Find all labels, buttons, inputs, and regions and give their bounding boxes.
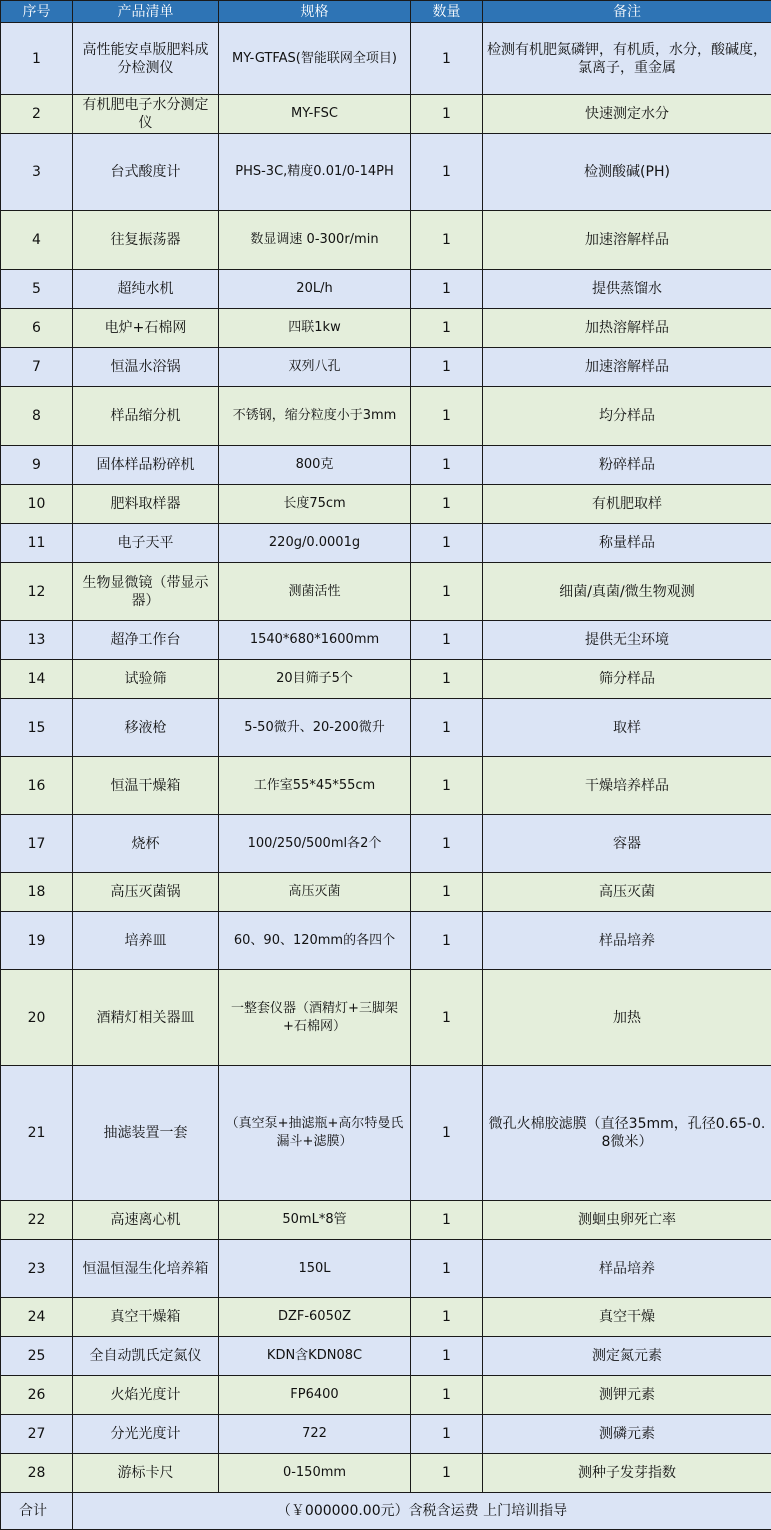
cell-note: 干燥培养样品 [483,757,771,815]
cell-note: 检测酸碱(PH) [483,134,771,211]
cell-note: 筛分样品 [483,660,771,699]
cell-product: 往复振荡器 [73,211,219,270]
cell-seq: 23 [1,1240,73,1298]
table-row [1,309,771,348]
cell-spec: 800克 [219,446,411,485]
table-row [1,1298,771,1337]
cell-note: 提供蒸馏水 [483,270,771,309]
cell-qty: 1 [411,1298,483,1337]
header-qty: 数量 [411,1,483,23]
cell-note: 加热溶解样品 [483,309,771,348]
cell-product: 有机肥电子水分测定仪 [73,95,219,134]
cell-spec: 220g/0.0001g [219,524,411,563]
cell-spec: 60、90、120mm的各四个 [219,912,411,970]
cell-seq: 20 [1,970,73,1066]
cell-product: 培养皿 [73,912,219,970]
table-row [1,211,771,270]
table-row [1,970,771,1066]
table-row [1,95,771,134]
cell-qty: 1 [411,912,483,970]
cell-spec: MY-FSC [219,95,411,134]
cell-spec: 100/250/500ml各2个 [219,815,411,873]
table-row [1,660,771,699]
cell-seq: 8 [1,387,73,446]
cell-product: 生物显微镜（带显示器） [73,563,219,621]
cell-product: 高压灭菌锅 [73,873,219,912]
cell-qty: 1 [411,309,483,348]
table-row [1,912,771,970]
cell-seq: 11 [1,524,73,563]
cell-qty: 1 [411,757,483,815]
table-row [1,699,771,757]
cell-seq: 17 [1,815,73,873]
cell-spec: 1540*680*1600mm [219,621,411,660]
table-row [1,270,771,309]
cell-spec: 50mL*8管 [219,1201,411,1240]
cell-product: 台式酸度计 [73,134,219,211]
cell-seq: 7 [1,348,73,387]
cell-note: 均分样品 [483,387,771,446]
cell-spec: 高压灭菌 [219,873,411,912]
cell-seq: 3 [1,134,73,211]
table-row [1,446,771,485]
cell-note: 粉碎样品 [483,446,771,485]
cell-qty: 1 [411,524,483,563]
cell-spec: 数显调速 0-300r/min [219,211,411,270]
cell-product: 移液枪 [73,699,219,757]
cell-spec: 722 [219,1415,411,1454]
cell-seq: 9 [1,446,73,485]
table-row [1,1454,771,1493]
header-row [1,1,771,23]
total-text: （￥000000.00元）含税含运费 上门培训指导 [73,1493,771,1530]
cell-note: 容器 [483,815,771,873]
cell-seq: 10 [1,485,73,524]
cell-spec: （真空泵+抽滤瓶+高尔特曼氏漏斗+滤膜） [219,1066,411,1201]
cell-qty: 1 [411,1240,483,1298]
cell-qty: 1 [411,1376,483,1415]
cell-note: 取样 [483,699,771,757]
cell-seq: 5 [1,270,73,309]
cell-note: 检测有机肥氮磷钾，有机质，水分，酸碱度，氯离子，重金属 [483,23,771,95]
cell-product: 固体样品粉碎机 [73,446,219,485]
cell-note: 高压灭菌 [483,873,771,912]
cell-seq: 26 [1,1376,73,1415]
cell-note: 测定氮元素 [483,1337,771,1376]
cell-seq: 12 [1,563,73,621]
cell-qty: 1 [411,387,483,446]
header-seq: 序号 [1,1,73,23]
cell-note: 加速溶解样品 [483,211,771,270]
cell-product: 样品缩分机 [73,387,219,446]
cell-spec: DZF-6050Z [219,1298,411,1337]
table-row [1,1240,771,1298]
cell-product: 分光光度计 [73,1415,219,1454]
cell-qty: 1 [411,815,483,873]
cell-seq: 28 [1,1454,73,1493]
header-product: 产品清单 [73,1,219,23]
cell-spec: 四联1kw [219,309,411,348]
cell-spec: 一整套仪器（酒精灯+三脚架+石棉网） [219,970,411,1066]
cell-qty: 1 [411,23,483,95]
cell-spec: 测菌活性 [219,563,411,621]
cell-note: 测种子发芽指数 [483,1454,771,1493]
table-row [1,621,771,660]
table-row [1,1415,771,1454]
cell-product: 超净工作台 [73,621,219,660]
cell-seq: 2 [1,95,73,134]
table-row [1,23,771,95]
cell-seq: 16 [1,757,73,815]
cell-note: 测钾元素 [483,1376,771,1415]
cell-qty: 1 [411,270,483,309]
cell-spec: 5-50微升、20-200微升 [219,699,411,757]
table-row [1,1066,771,1201]
cell-spec: FP6400 [219,1376,411,1415]
cell-qty: 1 [411,134,483,211]
cell-seq: 4 [1,211,73,270]
cell-qty: 1 [411,660,483,699]
cell-qty: 1 [411,1201,483,1240]
table-row [1,348,771,387]
cell-note: 样品培养 [483,912,771,970]
cell-spec: 工作室55*45*55cm [219,757,411,815]
cell-product: 火焰光度计 [73,1376,219,1415]
cell-qty: 1 [411,1415,483,1454]
cell-spec: 长度75cm [219,485,411,524]
cell-product: 烧杯 [73,815,219,873]
cell-product: 真空干燥箱 [73,1298,219,1337]
cell-qty: 1 [411,970,483,1066]
cell-note: 细菌/真菌/微生物观测 [483,563,771,621]
cell-note: 微孔火棉胶滤膜（直径35mm，孔径0.65-0.8微米） [483,1066,771,1201]
cell-spec: KDN含KDN08C [219,1337,411,1376]
cell-note: 快速测定水分 [483,95,771,134]
cell-qty: 1 [411,873,483,912]
cell-product: 恒温干燥箱 [73,757,219,815]
cell-seq: 27 [1,1415,73,1454]
cell-note: 称量样品 [483,524,771,563]
cell-seq: 15 [1,699,73,757]
cell-note: 真空干燥 [483,1298,771,1337]
table-row [1,1337,771,1376]
cell-spec: PHS-3C,精度0.01/0-14PH [219,134,411,211]
table-row [1,563,771,621]
cell-qty: 1 [411,485,483,524]
cell-seq: 18 [1,873,73,912]
table-row [1,485,771,524]
cell-product: 恒温恒湿生化培养箱 [73,1240,219,1298]
cell-qty: 1 [411,563,483,621]
table-row [1,387,771,446]
cell-qty: 1 [411,1337,483,1376]
cell-spec: 20L/h [219,270,411,309]
cell-seq: 21 [1,1066,73,1201]
cell-note: 样品培养 [483,1240,771,1298]
cell-note: 测磷元素 [483,1415,771,1454]
cell-product: 酒精灯相关器皿 [73,970,219,1066]
cell-seq: 19 [1,912,73,970]
cell-product: 试验筛 [73,660,219,699]
table-row [1,1201,771,1240]
table-row [1,134,771,211]
cell-note: 加速溶解样品 [483,348,771,387]
table-row [1,524,771,563]
table-row [1,815,771,873]
cell-seq: 24 [1,1298,73,1337]
cell-seq: 25 [1,1337,73,1376]
cell-product: 超纯水机 [73,270,219,309]
cell-spec: 150L [219,1240,411,1298]
cell-qty: 1 [411,446,483,485]
cell-seq: 14 [1,660,73,699]
cell-spec: 20目筛子5个 [219,660,411,699]
cell-spec: 不锈钢，缩分粒度小于3mm [219,387,411,446]
cell-product: 高性能安卓版肥料成分检测仪 [73,23,219,95]
cell-product: 电炉+石棉网 [73,309,219,348]
cell-seq: 13 [1,621,73,660]
table-row [1,873,771,912]
cell-seq: 6 [1,309,73,348]
cell-product: 肥料取样器 [73,485,219,524]
cell-note: 测蛔虫卵死亡率 [483,1201,771,1240]
cell-qty: 1 [411,211,483,270]
cell-seq: 22 [1,1201,73,1240]
cell-product: 高速离心机 [73,1201,219,1240]
cell-qty: 1 [411,348,483,387]
cell-note: 提供无尘环境 [483,621,771,660]
cell-qty: 1 [411,95,483,134]
total-label: 合计 [1,1493,73,1530]
table-row [1,757,771,815]
cell-qty: 1 [411,1066,483,1201]
cell-product: 抽滤装置一套 [73,1066,219,1201]
cell-product: 电子天平 [73,524,219,563]
header-note: 备注 [483,1,771,23]
cell-note: 有机肥取样 [483,485,771,524]
cell-spec: 双列八孔 [219,348,411,387]
cell-product: 全自动凯氏定氮仪 [73,1337,219,1376]
cell-qty: 1 [411,699,483,757]
table-row [1,1376,771,1415]
cell-qty: 1 [411,1454,483,1493]
total-row [1,1493,771,1530]
cell-qty: 1 [411,621,483,660]
cell-note: 加热 [483,970,771,1066]
header-spec: 规格 [219,1,411,23]
cell-spec: MY-GTFAS(智能联网全项目) [219,23,411,95]
cell-product: 恒温水浴锅 [73,348,219,387]
cell-product: 游标卡尺 [73,1454,219,1493]
cell-seq: 1 [1,23,73,95]
cell-spec: 0-150mm [219,1454,411,1493]
